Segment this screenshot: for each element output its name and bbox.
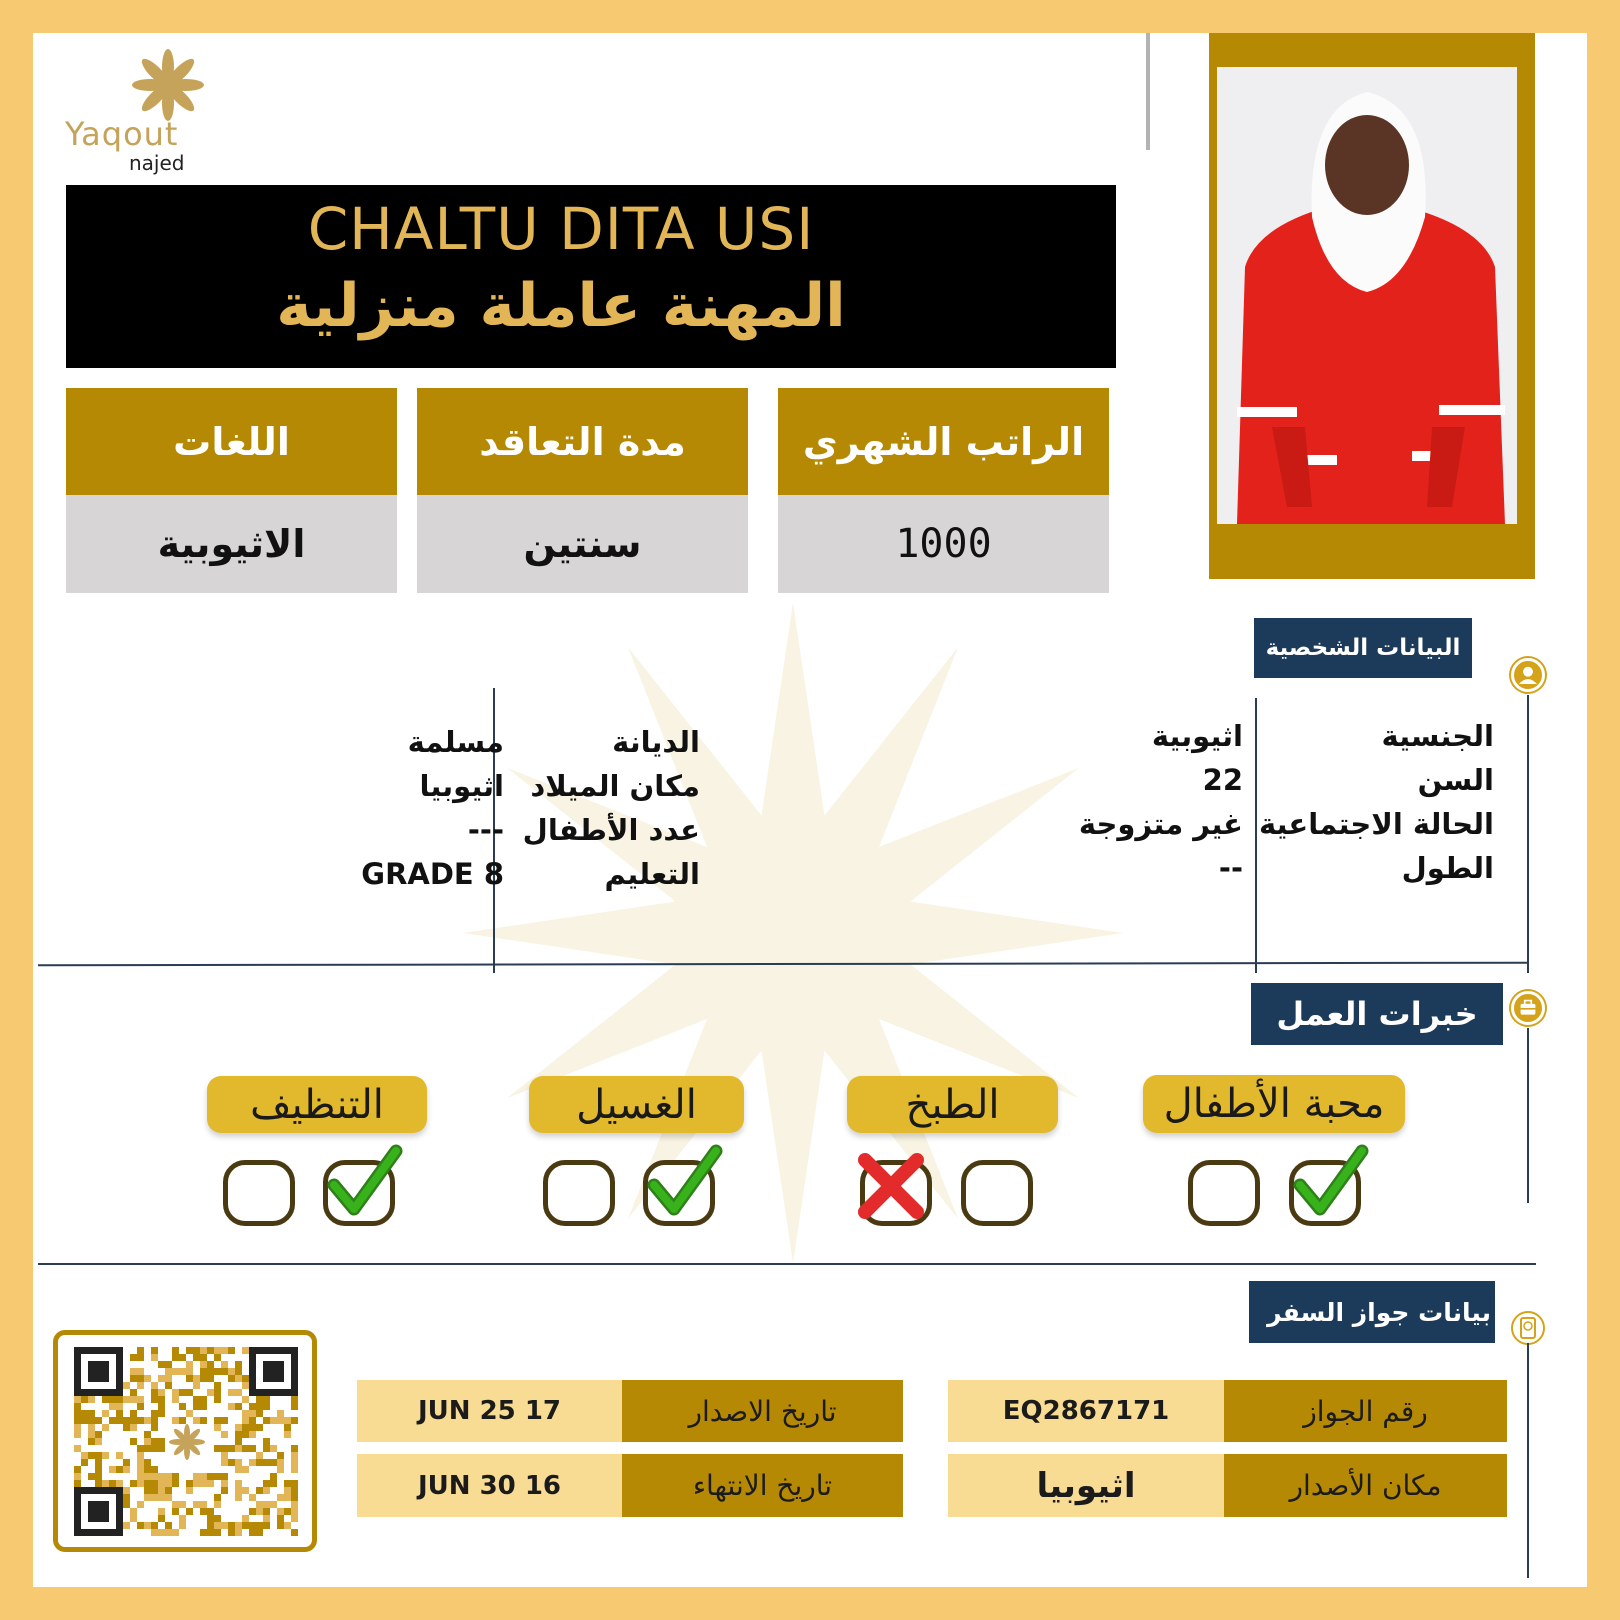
- age-value: 22: [1202, 763, 1243, 797]
- skill-cleaning-no-box[interactable]: [223, 1160, 295, 1226]
- issue-place-value: اثيوبيا: [948, 1454, 1224, 1517]
- skill-childcare-no-box[interactable]: [1188, 1160, 1260, 1226]
- photo-frame: [1209, 33, 1535, 579]
- issue-place-label: مكان الأصدار: [1224, 1454, 1507, 1517]
- experience-section-title: خبرات العمل: [1251, 983, 1503, 1045]
- marital-status-value: غير متزوجة: [1078, 807, 1243, 841]
- cv-sheet: [33, 33, 1587, 1587]
- issue-date-label: تاريخ الاصدار: [622, 1380, 903, 1442]
- logo-sub: najed: [129, 151, 185, 175]
- skill-washing-pill: الغسيل: [529, 1076, 744, 1133]
- skill-cooking-pill: الطبخ: [847, 1076, 1058, 1133]
- personal-vline-right: [1527, 695, 1529, 973]
- occupation-title: المهنة عاملة منزلية: [276, 271, 846, 341]
- nationality-label: الجنسية: [1381, 719, 1494, 753]
- worker-name: CHALTU DITA USI: [307, 195, 815, 263]
- logo-brand: Yaqout: [65, 115, 179, 153]
- contract-value: سنتين: [417, 495, 748, 593]
- marital-status-label: الحالة الاجتماعية: [1258, 807, 1494, 841]
- skill-cooking-yes-box[interactable]: [961, 1160, 1033, 1226]
- education-value: GRADE 8: [361, 857, 504, 891]
- title-banner: [66, 185, 1116, 368]
- check-icon: [644, 1143, 724, 1223]
- passport-number-value: EQ2867171: [948, 1380, 1224, 1442]
- birthplace-value: اثيوبيا: [419, 769, 504, 803]
- expiry-date-value: 16 JUN 30: [357, 1454, 622, 1517]
- salary-value: 1000: [778, 495, 1109, 593]
- contract-header: مدة التعاقد: [417, 388, 748, 495]
- religion-value: مسلمة: [407, 725, 504, 759]
- children-label: عدد الأطفال: [522, 813, 700, 847]
- passport-number-label: رقم الجواز: [1224, 1380, 1507, 1442]
- height-label: الطول: [1401, 851, 1494, 885]
- logo: [63, 43, 253, 193]
- salary-header: الراتب الشهري: [778, 388, 1109, 495]
- passport-section-title: بيانات جواز السفر: [1249, 1281, 1495, 1343]
- height-value: --: [1218, 851, 1243, 885]
- issue-date-value: 17 JUN 25: [357, 1380, 622, 1442]
- education-label: التعليم: [604, 857, 700, 891]
- briefcase-icon: [1511, 991, 1545, 1025]
- children-value: ---: [467, 813, 504, 847]
- nationality-value: اثيوبية: [1151, 719, 1243, 753]
- worker-photo: [1217, 67, 1517, 524]
- religion-label: الديانة: [612, 725, 700, 759]
- skill-washing-no-box[interactable]: [543, 1160, 615, 1226]
- languages-header: اللغات: [66, 388, 397, 495]
- user-icon: [1511, 658, 1545, 692]
- person-figure: [1217, 67, 1517, 524]
- personal-section-title: البيانات الشخصية: [1254, 618, 1472, 678]
- passport-icon: [1509, 1309, 1547, 1347]
- passport-vline: [1527, 1343, 1529, 1578]
- qr-code-frame: [53, 1330, 317, 1552]
- top-divider: [1146, 33, 1150, 150]
- experience-vline: [1527, 1028, 1529, 1203]
- languages-value: الاثيوبية: [66, 495, 397, 593]
- expiry-date-label: تاريخ الانتهاء: [622, 1454, 903, 1517]
- skill-childcare-pill: محبة الأطفال: [1143, 1075, 1405, 1133]
- qr-code-icon[interactable]: [74, 1347, 300, 1537]
- check-icon: [324, 1143, 404, 1223]
- divider-experience: [38, 1263, 1536, 1265]
- birthplace-label: مكان الميلاد: [530, 769, 700, 803]
- check-icon: [1290, 1143, 1370, 1223]
- personal-vline-mid: [1255, 698, 1257, 973]
- cross-icon: [851, 1146, 931, 1226]
- age-label: السن: [1417, 763, 1494, 797]
- logo-flower-icon: [123, 49, 213, 121]
- skill-cleaning-pill: التنظيف: [207, 1076, 427, 1133]
